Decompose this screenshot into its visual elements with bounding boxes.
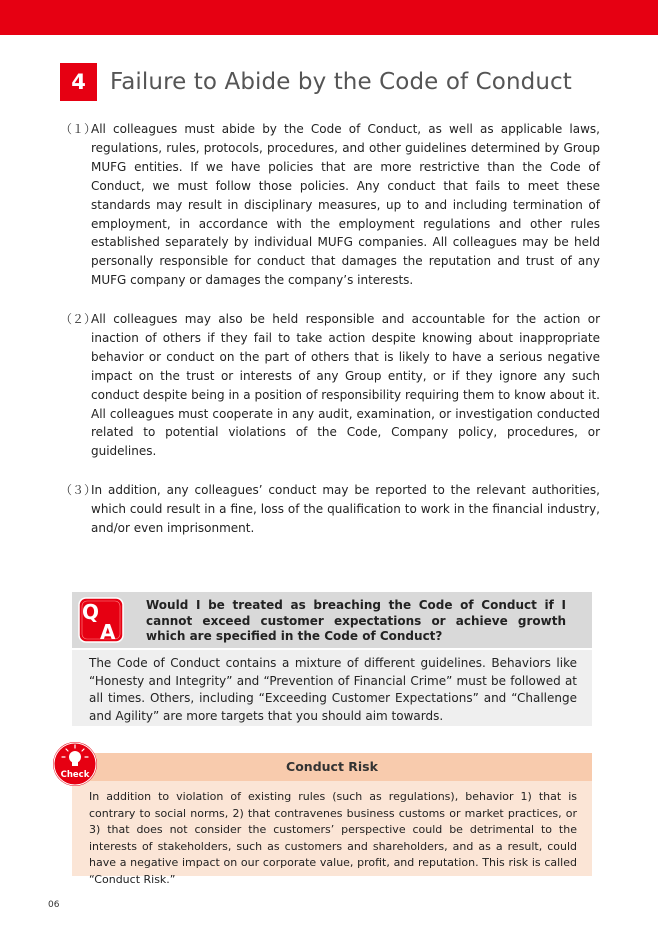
qa-question: Would I be treated as breaching the Code of Conduct if I cannot exceed customer expectations or achieve growth which are specified in the Code of Conduct? [146,598,566,643]
qa-icon [78,597,124,643]
section-heading [60,62,572,102]
qa-answer: The Code of Conduct contains a mixture of different guidelines. Behaviors like “Honesty and Integrity” and “Prevention of Financial Crime” must be followed at all times. Others, including “Exceeding Customer Expectations” and “Challenge and Agility” are more targets that you should aim towards. [89,656,577,723]
page-number: 06 [48,900,60,910]
conduct-risk-title: Conduct Risk [286,759,378,774]
paragraph-number: （１） [60,122,97,136]
paragraph-number: （３） [60,483,97,497]
section-number: 4 [60,63,97,101]
paragraph-1 [60,120,600,290]
paragraph-2 [60,310,600,461]
qa-icon-a: A [100,620,116,643]
qa-icon-q: Q [82,600,100,624]
section-title: Failure to Abide by the Code of Conduct [110,69,572,95]
check-lightbulb-icon [52,741,98,787]
check-label: Check [60,770,90,780]
paragraph-text: All colleagues may also be held responsible and accountable for the action or inaction of others if they fail to take action despite knowing about inappropriate behavior or conduct on the part of others that is likely to have a serious negative impact on the trust or interests of any Group entity, or if they ignore any such conduct despite being in a position of responsibility requiring them to know about it. All colleagues must cooperate in any audit, examination, or investigation conducted related to potential violations of the Code, Company policy, procedures, or guidelines. [91,312,600,459]
paragraph-number: （２） [60,312,97,326]
top-red-bar [0,0,658,35]
paragraph-3 [60,481,600,538]
paragraph-text: In addition, any colleagues’ conduct may be reported to the relevant authorities, which could result in a fine, loss of the qualification to work in the financial industry, and/or even imprisonment. [91,483,600,535]
paragraph-text: All colleagues must abide by the Code of Conduct, as well as applicable laws, regulations, rules, protocols, procedures, and other guidelines determined by Group MUFG entities. If we have policies that are more restrictive than the Code of Conduct, we must follow those policies. Any conduct that fails to meet these standards may result in disciplinary measures, up to and including termination of employment, in accordance with the employment regulations and other rules established separately by individual MUFG companies. All colleagues may be held personally responsible for conduct that damages the reputation and trust of any MUFG company or damages the company’s interests. [91,122,600,288]
conduct-risk-text: In addition to violation of existing rules (such as regulations), behavior 1) that is contrary to social norms, 2) that contravenes business customs or market practices, or 3) that does not consider the customers’ perspective could be detrimental to the interests of stakeholders, such as customers and shareholders, and as a result, could have a negative impact on our corporate value, profit, and reputation. This risk is called “Conduct Risk.” [89,790,577,886]
